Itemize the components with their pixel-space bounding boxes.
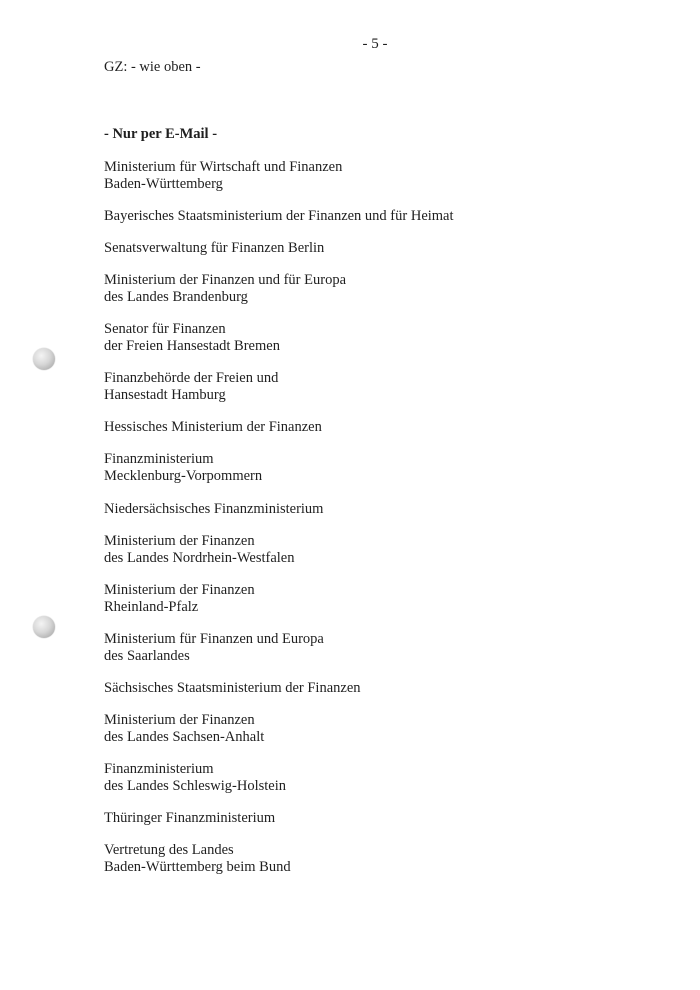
recipient-block bbox=[104, 419, 322, 436]
recipient-block bbox=[104, 208, 454, 225]
recipient-block bbox=[104, 370, 278, 404]
recipient-block bbox=[104, 810, 275, 827]
recipient-line: Mecklenburg-Vorpommern bbox=[104, 468, 263, 484]
recipient-line: Ministerium für Finanzen und Europa bbox=[104, 631, 324, 647]
recipient-block bbox=[104, 451, 262, 485]
punch-hole bbox=[33, 616, 55, 638]
recipient-block bbox=[104, 240, 324, 257]
recipient-line: des Landes Sachsen-Anhalt bbox=[104, 729, 265, 745]
recipient-line: Ministerium der Finanzen und für Europa bbox=[104, 272, 347, 288]
recipient-line: des Landes Brandenburg bbox=[104, 289, 248, 305]
recipient-line: Vertretung des Landes bbox=[104, 842, 234, 858]
recipient-block bbox=[104, 842, 291, 876]
recipient-line: Senator für Finanzen bbox=[104, 321, 226, 337]
recipient-line: Rheinland-Pfalz bbox=[104, 599, 199, 615]
recipient-block bbox=[104, 321, 280, 355]
recipient-block bbox=[104, 712, 264, 746]
recipient-line: des Landes Nordrhein-Westfalen bbox=[104, 550, 295, 566]
recipient-line: Hansestadt Hamburg bbox=[104, 387, 226, 403]
punch-hole bbox=[33, 348, 55, 370]
recipient-line: Finanzministerium bbox=[104, 761, 214, 777]
recipient-line: Bayerisches Staatsministerium der Finanzen und für Heimat bbox=[104, 208, 454, 224]
recipient-line: Senatsverwaltung für Finanzen Berlin bbox=[104, 240, 325, 256]
recipient-block bbox=[104, 159, 342, 193]
recipient-line: der Freien Hansestadt Bremen bbox=[104, 338, 280, 354]
recipient-line: Sächsisches Staatsministerium der Finanzen bbox=[104, 680, 361, 696]
recipient-line: Ministerium der Finanzen bbox=[104, 533, 255, 549]
recipient-line: Hessisches Ministerium der Finanzen bbox=[104, 419, 322, 435]
recipient-block bbox=[104, 680, 361, 697]
recipient-line: Thüringer Finanzministerium bbox=[104, 810, 276, 826]
recipient-block bbox=[104, 501, 323, 518]
recipient-block bbox=[104, 761, 286, 795]
recipient-line: Baden-Württemberg beim Bund bbox=[104, 859, 291, 875]
recipient-block bbox=[104, 272, 346, 306]
recipient-line: des Saarlandes bbox=[104, 648, 190, 664]
recipient-line: Finanzbehörde der Freien und bbox=[104, 370, 279, 386]
recipient-block bbox=[104, 631, 324, 665]
recipient-line: Finanzministerium bbox=[104, 451, 214, 467]
recipient-block bbox=[104, 533, 294, 567]
recipient-line: des Landes Schleswig-Holstein bbox=[104, 778, 287, 794]
recipient-line: Niedersächsisches Finanzministerium bbox=[104, 501, 324, 517]
recipient-line: Ministerium der Finanzen bbox=[104, 582, 255, 598]
recipient-line: Ministerium für Wirtschaft und Finanzen bbox=[104, 159, 343, 175]
page-number: - 5 - bbox=[362, 36, 388, 52]
delivery-note: - Nur per E-Mail - bbox=[104, 126, 218, 142]
recipient-line: Ministerium der Finanzen bbox=[104, 712, 255, 728]
recipient-block bbox=[104, 582, 255, 616]
recipient-line: Baden-Württemberg bbox=[104, 176, 223, 192]
reference-line: GZ: - wie oben - bbox=[104, 59, 201, 75]
